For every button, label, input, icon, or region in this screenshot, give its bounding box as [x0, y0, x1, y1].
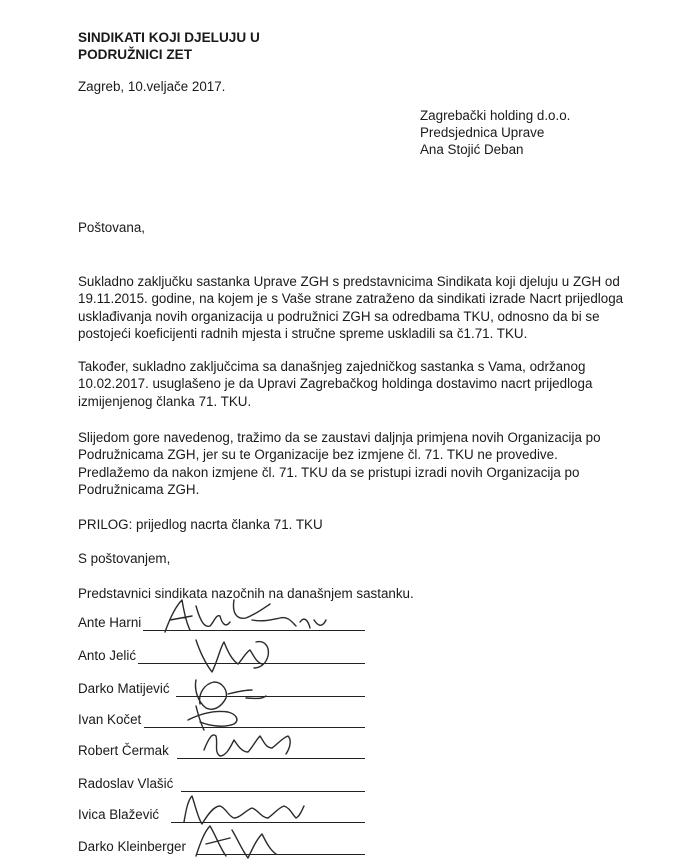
sender-line-1: SINDIKATI KOJI DJELUJU U [78, 30, 260, 45]
paragraph-2 [78, 358, 610, 410]
signature-line [196, 854, 365, 855]
sender-line-2: PODRUŽNICI ZET [78, 46, 193, 62]
signatory-name: Radoslav Vlašić [78, 776, 174, 791]
closing: S poštovanjem, [78, 551, 171, 566]
signatory-name: Darko Kleinberger [78, 839, 186, 854]
signatory-name: Robert Čermak [78, 743, 169, 758]
paragraph-line: Predlažemo da nakon izmjene čl. 71. TKU da se pristupi izradi novih Organizacija po [78, 464, 580, 480]
paragraph-1 [78, 273, 624, 343]
signature-line [181, 791, 365, 792]
paragraph-line: 19.11.2015. godine, na kojem je s Vaše strane zatraženo da sindikati izrade Nacrt prijedloga [78, 291, 624, 307]
signature-line [171, 822, 365, 823]
representatives-heading: Predstavnici sindikata nazočnih na današnjem sastanku. [78, 586, 414, 601]
attachment-note: PRILOG: prijedlog nacrta članka 71. TKU [78, 517, 323, 532]
recipient-org: Zagrebački holding d.o.o. [420, 108, 571, 123]
paragraph-line: Slijedom gore navedenog, tražimo da se zaustavi daljnja primjena novih Organizacija po [78, 430, 601, 445]
signature-line [177, 758, 365, 759]
sender-block [78, 30, 260, 63]
paragraph-line: usklađivanja novih organizacija u podružnici ZGH sa odredbama TKU, odnosno da bi se [78, 308, 600, 324]
signatory-name: Ivan Kočet [78, 712, 142, 727]
signatory-name: Darko Matijević [78, 681, 170, 696]
paragraph-line: Podružnicama ZGH. [78, 482, 200, 498]
recipient-name: Ana Stojić Deban [420, 142, 524, 157]
paragraph-line: izmijenjenog članka 71. TKU. [78, 393, 252, 409]
paragraph-line: 10.02.2017. usuglašeno je da Upravi Zagrebačkog holdinga dostavimo nacrt prijedloga [78, 376, 593, 392]
paragraph-line: Podružnicama ZGH, jer su te Organizacije bez izmjene čl. 71. TKU ne provedive. [78, 447, 558, 463]
signature-line [176, 696, 365, 697]
paragraph-line: Sukladno zaključku sastanka Uprave ZGH s predstavnicima Sindikata koji djeluju u ZGH od [78, 274, 620, 289]
paragraph-line: postojeći koeficijenti radnih mjesta i stručne spreme uskladili sa č1.71. TKU. [78, 326, 528, 342]
signatory-name: Anto Jelić [78, 648, 137, 663]
paragraph-3 [78, 429, 610, 499]
recipient-role: Predsjednica Uprave [420, 125, 545, 140]
signature-line [144, 727, 365, 728]
paragraph-line: Također, sukladno zaključcima sa današnjeg zajedničkog sastanka s Vama, održanog [78, 359, 586, 374]
salutation: Poštovana, [78, 220, 145, 235]
recipient-block [420, 107, 570, 158]
signatory-name: Ivica Blažević [78, 807, 160, 822]
letter-date: Zagreb, 10.veljače 2017. [78, 79, 226, 94]
signatory-name: Ante Harni [78, 615, 142, 630]
signature-line [138, 663, 365, 664]
signature-line [143, 630, 365, 631]
